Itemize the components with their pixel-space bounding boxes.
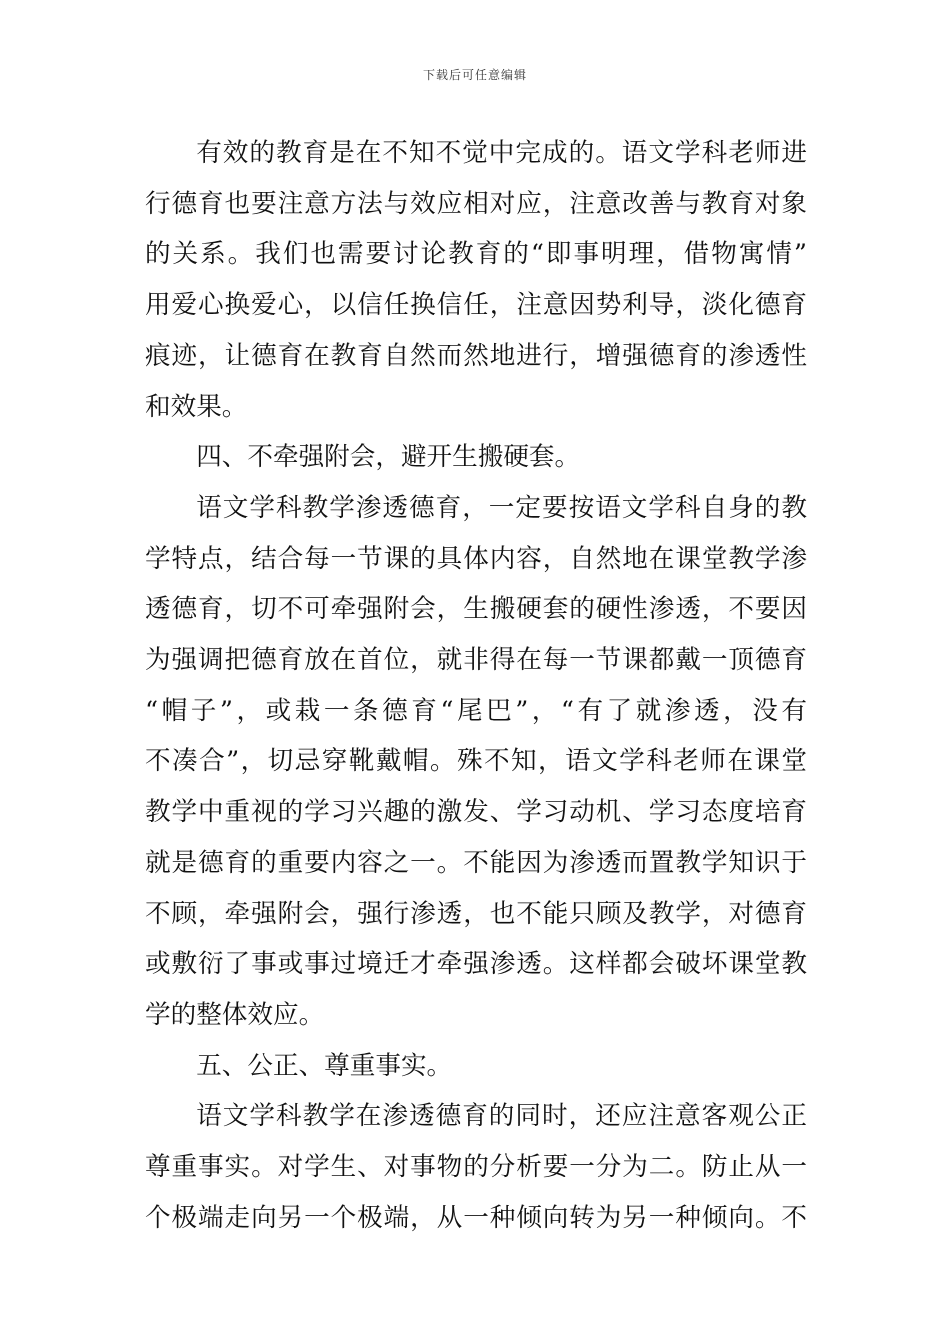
text-line: 就是德育的重要内容之一。不能因为渗透而置教学知识于 bbox=[145, 847, 807, 878]
section-heading bbox=[145, 432, 807, 483]
text-line: 学特点，结合每一节课的具体内容，自然地在课堂教学渗 bbox=[145, 543, 807, 574]
text-line: 透德育，切不可牵强附会，生搬硬套的硬性渗透，不要因 bbox=[145, 594, 807, 625]
text-line: 和效果。 bbox=[145, 391, 248, 422]
text-line: 有效的教育是在不知不觉中完成的。语文学科老师进 bbox=[196, 138, 807, 168]
section-heading bbox=[145, 1041, 807, 1092]
text-line: 不凑合”，切忌穿靴戴帽。殊不知，语文学科老师在课堂 bbox=[145, 746, 807, 777]
text-line: 个极端走向另一个极端，从一种倾向转为另一种倾向。不 bbox=[145, 1202, 807, 1233]
text-line: 四、不牵强附会，避开生搬硬套。 bbox=[196, 442, 581, 473]
text-line: 五、公正、尊重事实。 bbox=[196, 1050, 453, 1081]
paragraph bbox=[145, 128, 807, 432]
paragraph bbox=[145, 483, 807, 1041]
text-line: 为强调把德育放在首位，就非得在每一节课都戴一顶德育 bbox=[145, 645, 807, 676]
paragraph bbox=[145, 1091, 807, 1243]
document-body bbox=[145, 128, 807, 1243]
text-line: 行德育也要注意方法与效应相对应，注意改善与教育对象 bbox=[145, 188, 807, 219]
header-note: 下载后可任意编辑 bbox=[422, 68, 527, 82]
text-line: 的关系。我们也需要讨论教育的“即事明理，借物寓情” bbox=[145, 239, 807, 270]
text-line: 或敷衍了事或事过境迁才牵强渗透。这样都会破坏课堂教 bbox=[145, 949, 807, 980]
text-line: 尊重事实。对学生、对事物的分析要一分为二。防止从一 bbox=[145, 1152, 807, 1183]
text-line: 学的整体效应。 bbox=[145, 999, 325, 1030]
text-line: 语文学科教学渗透德育，一定要按语文学科自身的教 bbox=[196, 492, 807, 523]
text-line: 教学中重视的学习兴趣的激发、学习动机、学习态度培育 bbox=[145, 797, 807, 828]
text-line: “帽子”，或栽一条德育“尾巴”，“有了就渗透，没有 bbox=[145, 695, 807, 726]
text-line: 痕迹，让德育在教育自然而然地进行，增强德育的渗透性 bbox=[145, 340, 807, 371]
text-line: 语文学科教学在渗透德育的同时，还应注意客观公正 bbox=[196, 1101, 807, 1132]
text-line: 用爱心换爱心，以信任换信任，注意因势利导，淡化德育 bbox=[145, 290, 807, 321]
text-line: 不顾，牵强附会，强行渗透，也不能只顾及教学，对德育 bbox=[145, 898, 807, 929]
